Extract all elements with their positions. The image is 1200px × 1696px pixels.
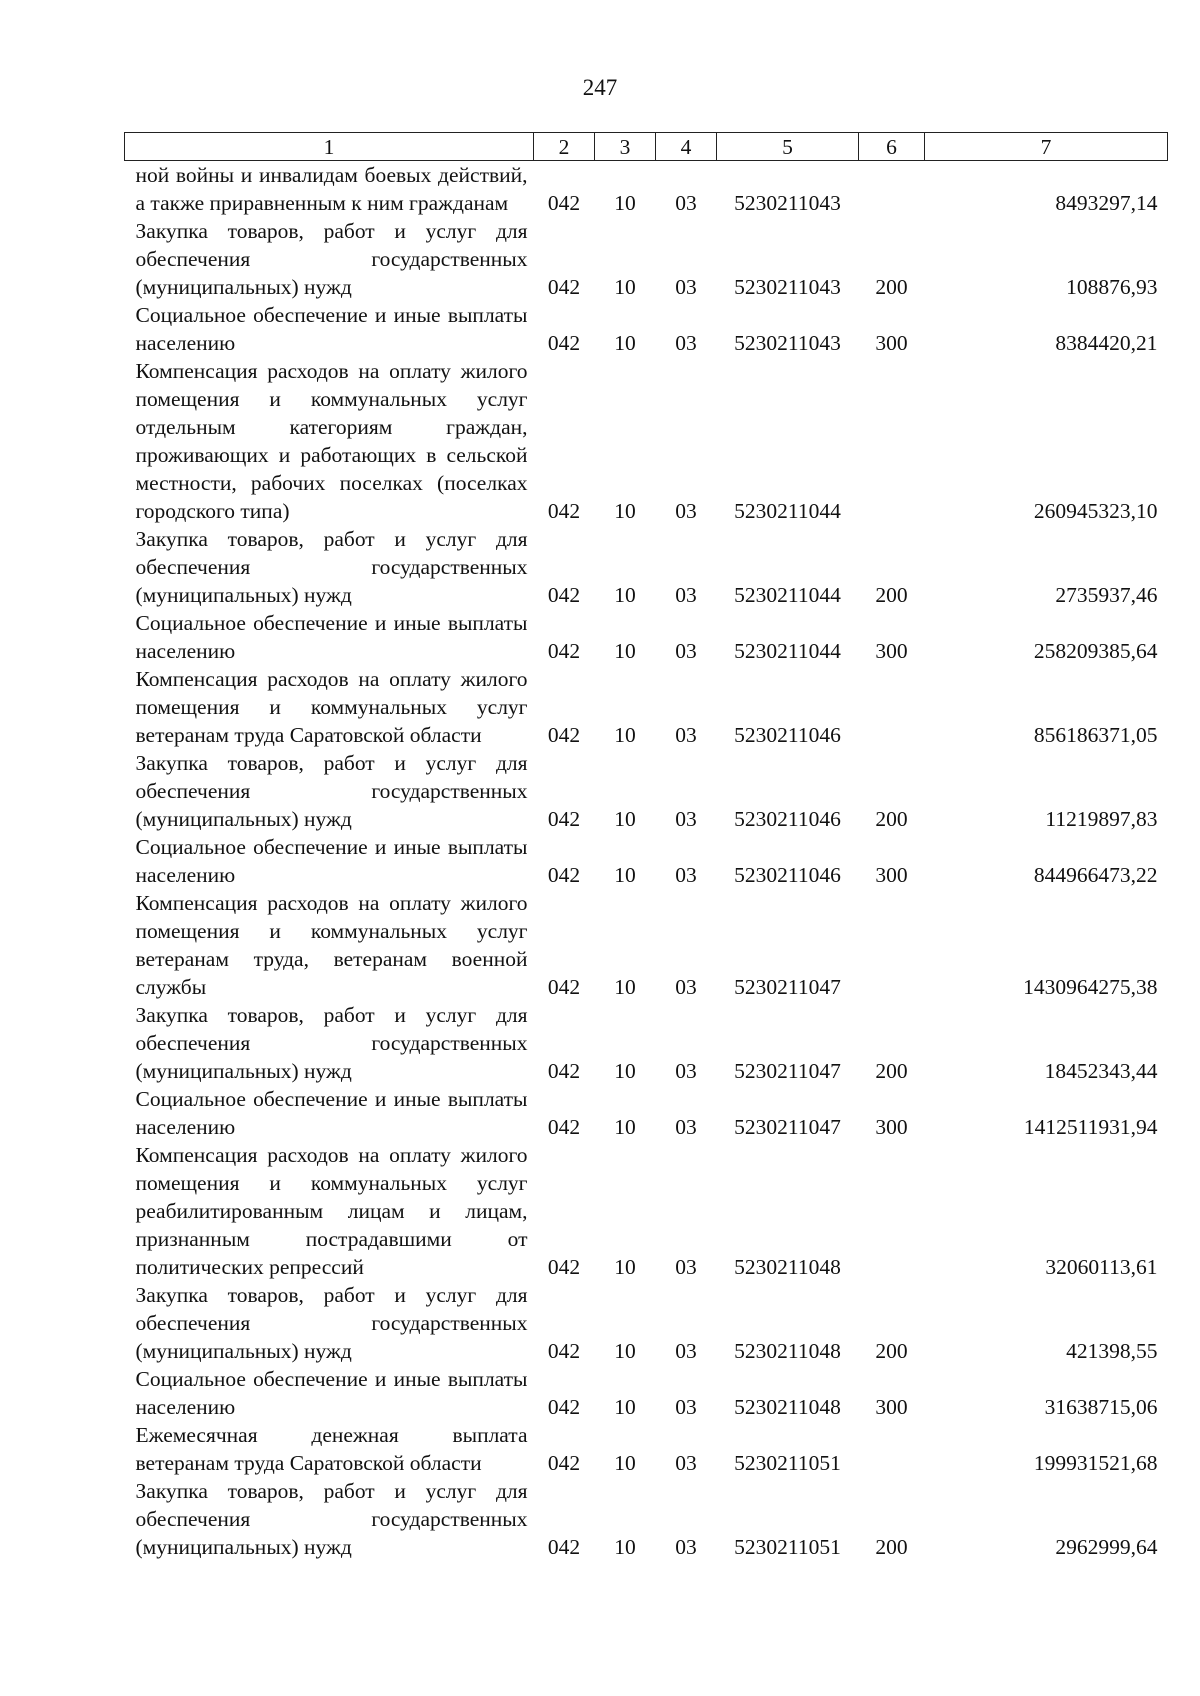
subsection-code: 03 — [675, 583, 697, 607]
ministry-code: 042 — [547, 583, 581, 607]
ministry-code: 042 — [547, 723, 581, 747]
budget-table — [124, 132, 1168, 1561]
section-code: 10 — [614, 583, 636, 607]
subsection-code: 03 — [675, 499, 697, 523]
expense-type-code: 300 — [875, 1395, 908, 1419]
subsection-code: 03 — [675, 1395, 697, 1419]
column-header-2: 2 — [534, 133, 595, 161]
target-article-code: 5230211047 — [734, 975, 841, 999]
table-row — [125, 609, 1168, 665]
ministry-code: 042 — [547, 863, 581, 887]
row-description: Компенсация расходов на оплату жилого помещения и коммунальных услуг ветеранам труда, ветеранам военной службы — [135, 891, 528, 999]
ministry-code: 042 — [547, 191, 581, 215]
subsection-code: 03 — [675, 975, 697, 999]
expense-type-code: 300 — [875, 863, 908, 887]
row-description: Ежемесячная денежная выплата ветеранам труда Саратовской области — [135, 1423, 528, 1475]
table-row — [125, 1001, 1168, 1085]
expense-type-code: 200 — [875, 583, 908, 607]
section-code: 10 — [614, 1059, 636, 1083]
section-code: 10 — [614, 1451, 636, 1475]
amount: 11219897,83 — [1045, 807, 1158, 831]
target-article-code: 5230211046 — [734, 807, 841, 831]
subsection-code: 03 — [675, 191, 697, 215]
row-description: Компенсация расходов на оплату жилого помещения и коммунальных услуг отдельным категориям граждан, проживающих и работающих в сельской местности, рабочих поселках (поселках городского типа) — [135, 359, 528, 523]
section-code: 10 — [614, 1115, 636, 1139]
target-article-code: 5230211048 — [734, 1339, 841, 1363]
amount: 108876,93 — [1066, 275, 1158, 299]
column-header-4: 4 — [656, 133, 717, 161]
section-code: 10 — [614, 807, 636, 831]
amount: 31638715,06 — [1044, 1395, 1158, 1419]
subsection-code: 03 — [675, 1451, 697, 1475]
expense-type-code — [859, 889, 925, 1001]
amount: 421398,55 — [1066, 1339, 1158, 1363]
amount: 260945323,10 — [1033, 499, 1158, 523]
target-article-code: 5230211051 — [734, 1535, 841, 1559]
section-code: 10 — [614, 723, 636, 747]
section-code: 10 — [614, 499, 636, 523]
row-description: Закупка товаров, работ и услуг для обеспечения государственных (муниципальных) нужд — [135, 751, 528, 831]
table-row — [125, 1477, 1168, 1561]
subsection-code: 03 — [675, 1115, 697, 1139]
column-header-7: 7 — [925, 133, 1168, 161]
expense-type-code — [859, 1141, 925, 1281]
table-row — [125, 161, 1168, 218]
ministry-code: 042 — [547, 331, 581, 355]
target-article-code: 5230211044 — [734, 583, 841, 607]
expense-type-code: 300 — [875, 331, 908, 355]
page-number: 247 — [582, 75, 618, 100]
amount: 258209385,64 — [1033, 639, 1158, 663]
header-row — [125, 133, 1168, 161]
table-row — [125, 217, 1168, 301]
row-description: Закупка товаров, работ и услуг для обеспечения государственных (муниципальных) нужд — [135, 219, 528, 299]
target-article-code: 5230211043 — [734, 191, 841, 215]
row-description: Компенсация расходов на оплату жилого помещения и коммунальных услуг ветеранам труда Саратовской области — [135, 667, 528, 747]
subsection-code: 03 — [675, 1535, 697, 1559]
row-description: Закупка товаров, работ и услуг для обеспечения государственных (муниципальных) нужд — [135, 1003, 528, 1083]
target-article-code: 5230211046 — [734, 723, 841, 747]
subsection-code: 03 — [675, 1339, 697, 1363]
table-row — [125, 833, 1168, 889]
table-body — [125, 161, 1168, 1562]
ministry-code: 042 — [547, 1535, 581, 1559]
table-row — [125, 1141, 1168, 1281]
row-description: Социальное обеспечение и иные выплаты населению — [135, 303, 528, 355]
expense-type-code: 200 — [875, 807, 908, 831]
amount: 856186371,05 — [1033, 723, 1158, 747]
target-article-code: 5230211048 — [734, 1255, 841, 1279]
row-description: ной войны и инвалидам боевых действий, а также приравненным к ним гражданам — [135, 163, 528, 215]
column-header-6: 6 — [859, 133, 925, 161]
ministry-code: 042 — [547, 1255, 581, 1279]
expense-type-code: 200 — [875, 1339, 908, 1363]
table-row — [125, 1281, 1168, 1365]
subsection-code: 03 — [675, 863, 697, 887]
subsection-code: 03 — [675, 275, 697, 299]
ministry-code: 042 — [547, 1451, 581, 1475]
row-description: Закупка товаров, работ и услуг для обеспечения государственных (муниципальных) нужд — [135, 1479, 528, 1559]
section-code: 10 — [614, 191, 636, 215]
amount: 844966473,22 — [1033, 863, 1158, 887]
target-article-code: 5230211047 — [734, 1115, 841, 1139]
expense-type-code: 300 — [875, 1115, 908, 1139]
expense-type-code — [859, 665, 925, 749]
ministry-code: 042 — [547, 275, 581, 299]
ministry-code: 042 — [547, 1115, 581, 1139]
row-description: Социальное обеспечение и иные выплаты населению — [135, 1367, 528, 1419]
target-article-code: 5230211051 — [734, 1451, 841, 1475]
table-row — [125, 665, 1168, 749]
target-article-code: 5230211047 — [734, 1059, 841, 1083]
subsection-code: 03 — [675, 639, 697, 663]
table-row — [125, 889, 1168, 1001]
amount: 2735937,46 — [1055, 583, 1158, 607]
subsection-code: 03 — [675, 1255, 697, 1279]
section-code: 10 — [614, 1395, 636, 1419]
section-code: 10 — [614, 1339, 636, 1363]
target-article-code: 5230211048 — [734, 1395, 841, 1419]
amount: 199931521,68 — [1033, 1451, 1158, 1475]
row-description: Социальное обеспечение и иные выплаты населению — [135, 835, 528, 887]
row-description: Закупка товаров, работ и услуг для обеспечения государственных (муниципальных) нужд — [135, 1283, 528, 1363]
column-header-1: 1 — [125, 133, 534, 161]
ministry-code: 042 — [547, 639, 581, 663]
row-description: Социальное обеспечение и иные выплаты населению — [135, 611, 528, 663]
table-row — [125, 1085, 1168, 1141]
table-row — [125, 525, 1168, 609]
ministry-code: 042 — [547, 1059, 581, 1083]
target-article-code: 5230211044 — [734, 499, 841, 523]
ministry-code: 042 — [547, 807, 581, 831]
section-code: 10 — [614, 331, 636, 355]
section-code: 10 — [614, 975, 636, 999]
amount: 8384420,21 — [1055, 331, 1158, 355]
section-code: 10 — [614, 639, 636, 663]
section-code: 10 — [614, 275, 636, 299]
target-article-code: 5230211044 — [734, 639, 841, 663]
subsection-code: 03 — [675, 331, 697, 355]
section-code: 10 — [614, 1535, 636, 1559]
table-row — [125, 749, 1168, 833]
expense-type-code: 300 — [875, 639, 908, 663]
table-row — [125, 357, 1168, 525]
expense-type-code: 200 — [875, 1535, 908, 1559]
ministry-code: 042 — [547, 499, 581, 523]
ministry-code: 042 — [547, 975, 581, 999]
expense-type-code — [859, 1421, 925, 1477]
target-article-code: 5230211046 — [734, 863, 841, 887]
subsection-code: 03 — [675, 807, 697, 831]
section-code: 10 — [614, 1255, 636, 1279]
expense-type-code: 200 — [875, 275, 908, 299]
ministry-code: 042 — [547, 1395, 581, 1419]
target-article-code: 5230211043 — [734, 331, 841, 355]
amount: 1412511931,94 — [1023, 1115, 1158, 1139]
row-description: Социальное обеспечение и иные выплаты населению — [135, 1087, 528, 1139]
subsection-code: 03 — [675, 1059, 697, 1083]
amount: 32060113,61 — [1045, 1255, 1158, 1279]
expense-type-code: 200 — [875, 1059, 908, 1083]
table-row — [125, 301, 1168, 357]
amount: 2962999,64 — [1055, 1535, 1158, 1559]
expense-type-code — [859, 357, 925, 525]
amount: 1430964275,38 — [1023, 975, 1158, 999]
ministry-code: 042 — [547, 1339, 581, 1363]
subsection-code: 03 — [675, 723, 697, 747]
table-row — [125, 1421, 1168, 1477]
table-row — [125, 1365, 1168, 1421]
target-article-code: 5230211043 — [734, 275, 841, 299]
table-header — [125, 133, 1168, 161]
amount: 8493297,14 — [1055, 191, 1158, 215]
column-header-3: 3 — [595, 133, 656, 161]
column-header-5: 5 — [717, 133, 859, 161]
amount: 18452343,44 — [1044, 1059, 1158, 1083]
row-description: Закупка товаров, работ и услуг для обеспечения государственных (муниципальных) нужд — [135, 527, 528, 607]
expense-type-code — [859, 161, 925, 218]
row-description: Компенсация расходов на оплату жилого помещения и коммунальных услуг реабилитированным лицам и лицам, признанным пострадавшими от политических репрессий — [135, 1143, 528, 1279]
section-code: 10 — [614, 863, 636, 887]
